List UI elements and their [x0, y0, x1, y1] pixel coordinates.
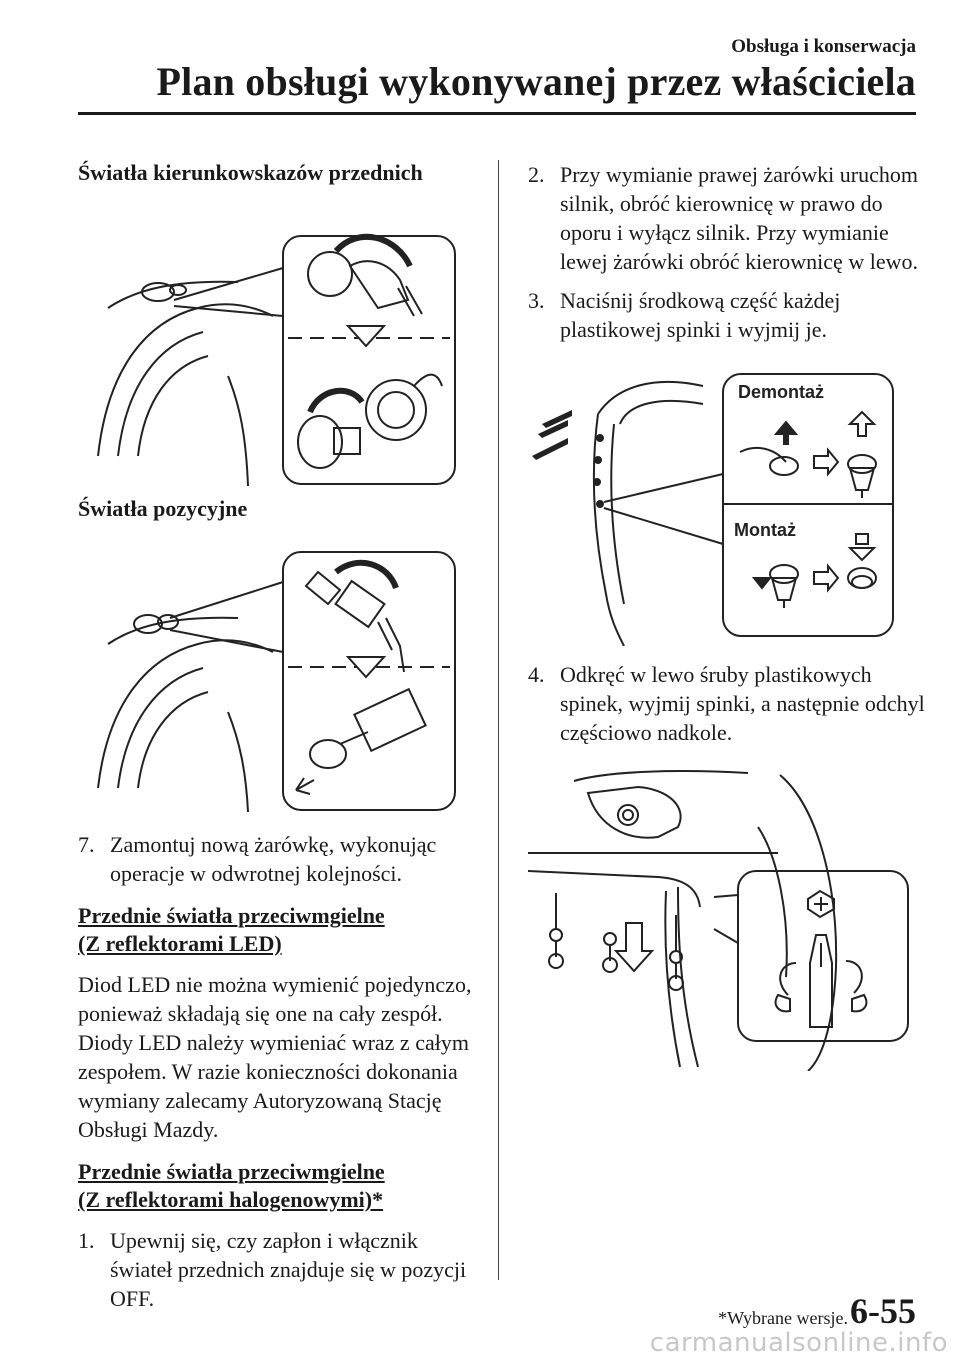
- turn-signal-bulb-illustration: [78, 196, 458, 488]
- step-1: [78, 1226, 474, 1313]
- step-number: 2.: [528, 162, 545, 187]
- position-light-bulb-illustration: [78, 532, 458, 814]
- step-text: Naciśnij środkową część każdej plastikowej spinki i wyjmij je.: [560, 288, 841, 342]
- turn-signal-heading: Światła kierunkowskazów przednich: [78, 160, 423, 185]
- step-number: 4.: [528, 662, 545, 687]
- fog-led-body: Diod LED nie można wymienić pojedynczo, ponieważ składają się one na cały zespół. Diody LED należy wymieniać wraz z całym zespołem. W razie konieczności dokonania wymiany zalecamy Autoryzowaną Stację Obsługi Mazdy.: [78, 972, 472, 1142]
- step-text: Przy wymianie prawej żarówki uruchom silnik, obróć kierownicę w prawo do oporu i wyłącz silnik. Przy wymianie lewej żarówki obróć kierownicę w lewo.: [560, 162, 918, 274]
- step-number: 3.: [528, 288, 545, 313]
- fog-led-heading: [78, 902, 474, 958]
- fog-halogen-heading-line-2: (Z reflektorami halogenowymi)*: [78, 1187, 384, 1212]
- fog-halogen-heading-line-1: Przednie światła przeciwmgielne: [78, 1159, 385, 1184]
- header-section: Obsługa i konserwacja: [731, 36, 916, 57]
- step-text: Odkręć w lewo śruby plastikowych spinek, wyjmij spinki, a następnie odchyl częściowo nadkole.: [560, 662, 925, 745]
- clip-removal-illustration: [528, 364, 898, 646]
- watermark: carmanualsonline.info: [649, 1328, 948, 1358]
- fog-led-heading-line-1: Przednie światła przeciwmgielne: [78, 903, 385, 928]
- install-label: Montaż: [734, 520, 796, 540]
- step-number: 7.: [78, 832, 95, 857]
- left-column: [78, 160, 474, 1313]
- step-7: [78, 830, 474, 888]
- header-rule: [78, 112, 916, 115]
- step-4: [528, 660, 928, 747]
- footer-note: *Wybrane wersje.: [718, 1308, 848, 1328]
- position-light-heading: Światła pozycyjne: [78, 496, 248, 521]
- step-3: [528, 286, 928, 344]
- page-number: 6-55: [850, 1291, 916, 1331]
- fog-halogen-heading: [78, 1158, 474, 1214]
- right-column: [528, 160, 928, 1071]
- step-text: Zamontuj nową żarówkę, wykonując operacje w odwrotnej kolejności.: [110, 832, 437, 886]
- removal-label: Demontaż: [738, 382, 825, 402]
- step-text: Upewnij się, czy zapłon i włącznik świateł przednich znajduje się w pozycji OFF.: [110, 1228, 467, 1311]
- fog-led-heading-line-2: (Z reflektorami LED): [78, 931, 282, 956]
- column-divider: [498, 160, 499, 1280]
- page-title: Plan obsługi wykonywanej przez właściciela: [156, 59, 916, 104]
- step-2: [528, 160, 928, 276]
- fender-screw-illustration: [528, 767, 912, 1071]
- step-number: 1.: [78, 1228, 95, 1253]
